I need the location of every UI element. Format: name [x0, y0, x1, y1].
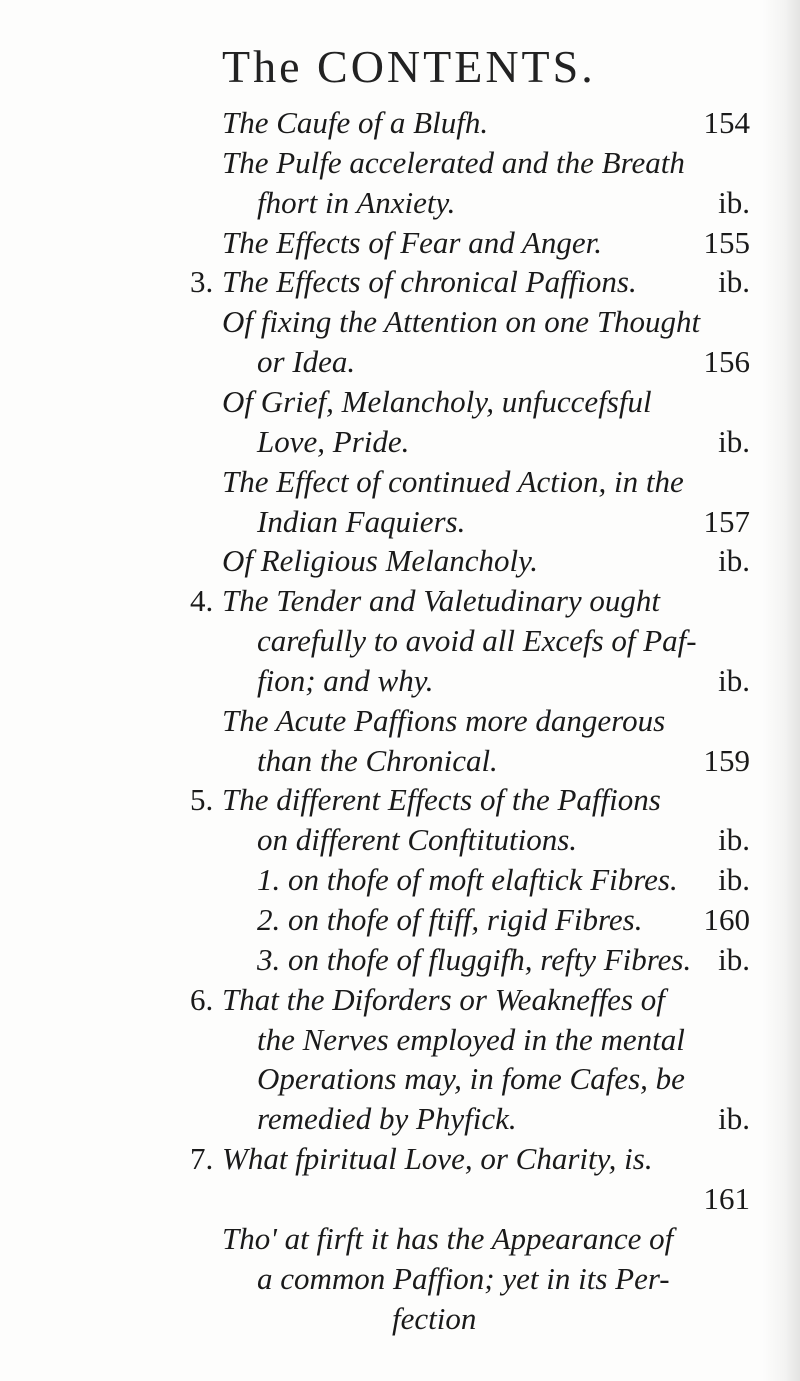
page-reference: 160: [703, 902, 750, 937]
entry-text: Tho' at firft it has the Appearance of: [222, 1220, 674, 1256]
page-header: The CONTENTS.: [222, 41, 596, 92]
contents-line: [0, 778, 800, 822]
section-number: 4.: [190, 583, 214, 619]
entry-text: That the Diforders or Weakneffes of: [222, 981, 665, 1017]
entry-text: The Tender and Valetudinary ought: [222, 583, 661, 619]
contents-line: [0, 818, 800, 862]
page-reference: 156: [703, 344, 750, 380]
entry-text: Operations may, in fome Cafes, be: [257, 1061, 685, 1097]
page-reference: ib.: [718, 662, 750, 698]
entry-text: fhort in Anxiety.: [257, 184, 456, 220]
contents-line: [0, 260, 800, 304]
page-reference: ib.: [718, 941, 750, 977]
page-reference: 157: [703, 503, 750, 539]
page-reference: ib.: [718, 543, 750, 579]
contents-line: [0, 858, 800, 902]
contents-line: [0, 539, 800, 583]
entry-text: 3. on thofe of fluggifh, refty Fibres.: [257, 941, 692, 977]
contents-line: [0, 938, 800, 982]
contents-line: [0, 619, 800, 663]
contents-line: [0, 739, 800, 783]
entry-text: The Effect of continued Action, in the: [222, 463, 684, 499]
entry-text: or Idea.: [257, 344, 356, 380]
contents-line: [0, 1217, 800, 1261]
page-reference: ib.: [718, 423, 750, 459]
entry-text: than the Chronical.: [257, 742, 498, 778]
section-number: 6.: [190, 981, 214, 1017]
contents-line: [0, 1137, 800, 1181]
entry-text: on different Conftitutions.: [257, 822, 578, 858]
contents-line: [0, 978, 800, 1022]
contents-line: [0, 460, 800, 504]
section-number: 3.: [190, 264, 214, 300]
contents-line: [0, 141, 800, 185]
contents-line: [0, 221, 800, 265]
page-reference: ib.: [718, 184, 750, 220]
contents-line: [0, 181, 800, 225]
contents-line: [0, 1257, 800, 1301]
page-reference: 161: [703, 1180, 750, 1216]
entry-text: Love, Pride.: [257, 423, 410, 459]
contents-line: [0, 579, 800, 623]
contents-line: [0, 1297, 800, 1341]
contents-line: [0, 380, 800, 424]
entry-text: The Pulfe accelerated and the Breath: [222, 144, 685, 180]
entry-text: The Acute Paffions more dangerous: [222, 702, 666, 738]
contents-line: [0, 420, 800, 464]
entry-text: Of Religious Melancholy.: [222, 543, 538, 579]
entry-text: The different Effects of the Paffions: [222, 782, 661, 818]
entry-text: Indian Faquiers.: [257, 503, 466, 539]
entry-text: Of Grief, Melancholy, unfuccefsful: [222, 383, 652, 419]
entry-text: fion; and why.: [257, 662, 434, 698]
contents-line: [0, 340, 800, 384]
contents-line: [0, 1177, 800, 1221]
contents-line: [0, 659, 800, 703]
page-reference: ib.: [718, 1101, 750, 1137]
entry-text: fection: [392, 1300, 477, 1336]
entry-text: a common Paffion; yet in its Per-: [257, 1260, 670, 1296]
page-reference: ib.: [718, 264, 750, 300]
entry-text: the Nerves employed in the mental: [257, 1021, 685, 1057]
entry-text: remedied by Phyfick.: [257, 1101, 517, 1137]
contents-line: [0, 898, 800, 942]
contents-line: [0, 300, 800, 344]
entry-text: The Effects of chronical Paffions.: [222, 264, 637, 300]
section-number: 5.: [190, 782, 214, 818]
contents-line: [0, 1097, 800, 1141]
entry-text: Of fixing the Attention on one Thought: [222, 304, 701, 340]
entry-text: The Effects of Fear and Anger.: [222, 224, 602, 260]
page-reference: ib.: [718, 822, 750, 858]
section-number: 7.: [190, 1141, 214, 1177]
entry-text: The Caufe of a Blufh.: [222, 105, 489, 140]
contents-line: [0, 500, 800, 544]
entry-text: 1. on thofe of moft elaftick Fibres.: [257, 862, 678, 898]
page-reference: 155: [703, 224, 750, 260]
page-reference: 159: [703, 742, 750, 778]
page-reference: ib.: [718, 862, 750, 898]
contents-line: [0, 1018, 800, 1062]
contents-line: [0, 699, 800, 743]
contents-line: [0, 1057, 800, 1101]
entry-text: What fpiritual Love, or Charity, is.: [222, 1141, 653, 1177]
entry-text: 2. on thofe of ftiff, rigid Fibres.: [257, 902, 643, 937]
contents-line: [0, 101, 800, 145]
page-reference: 154: [703, 105, 750, 140]
entry-text: carefully to avoid all Excefs of Paf-: [257, 623, 697, 659]
